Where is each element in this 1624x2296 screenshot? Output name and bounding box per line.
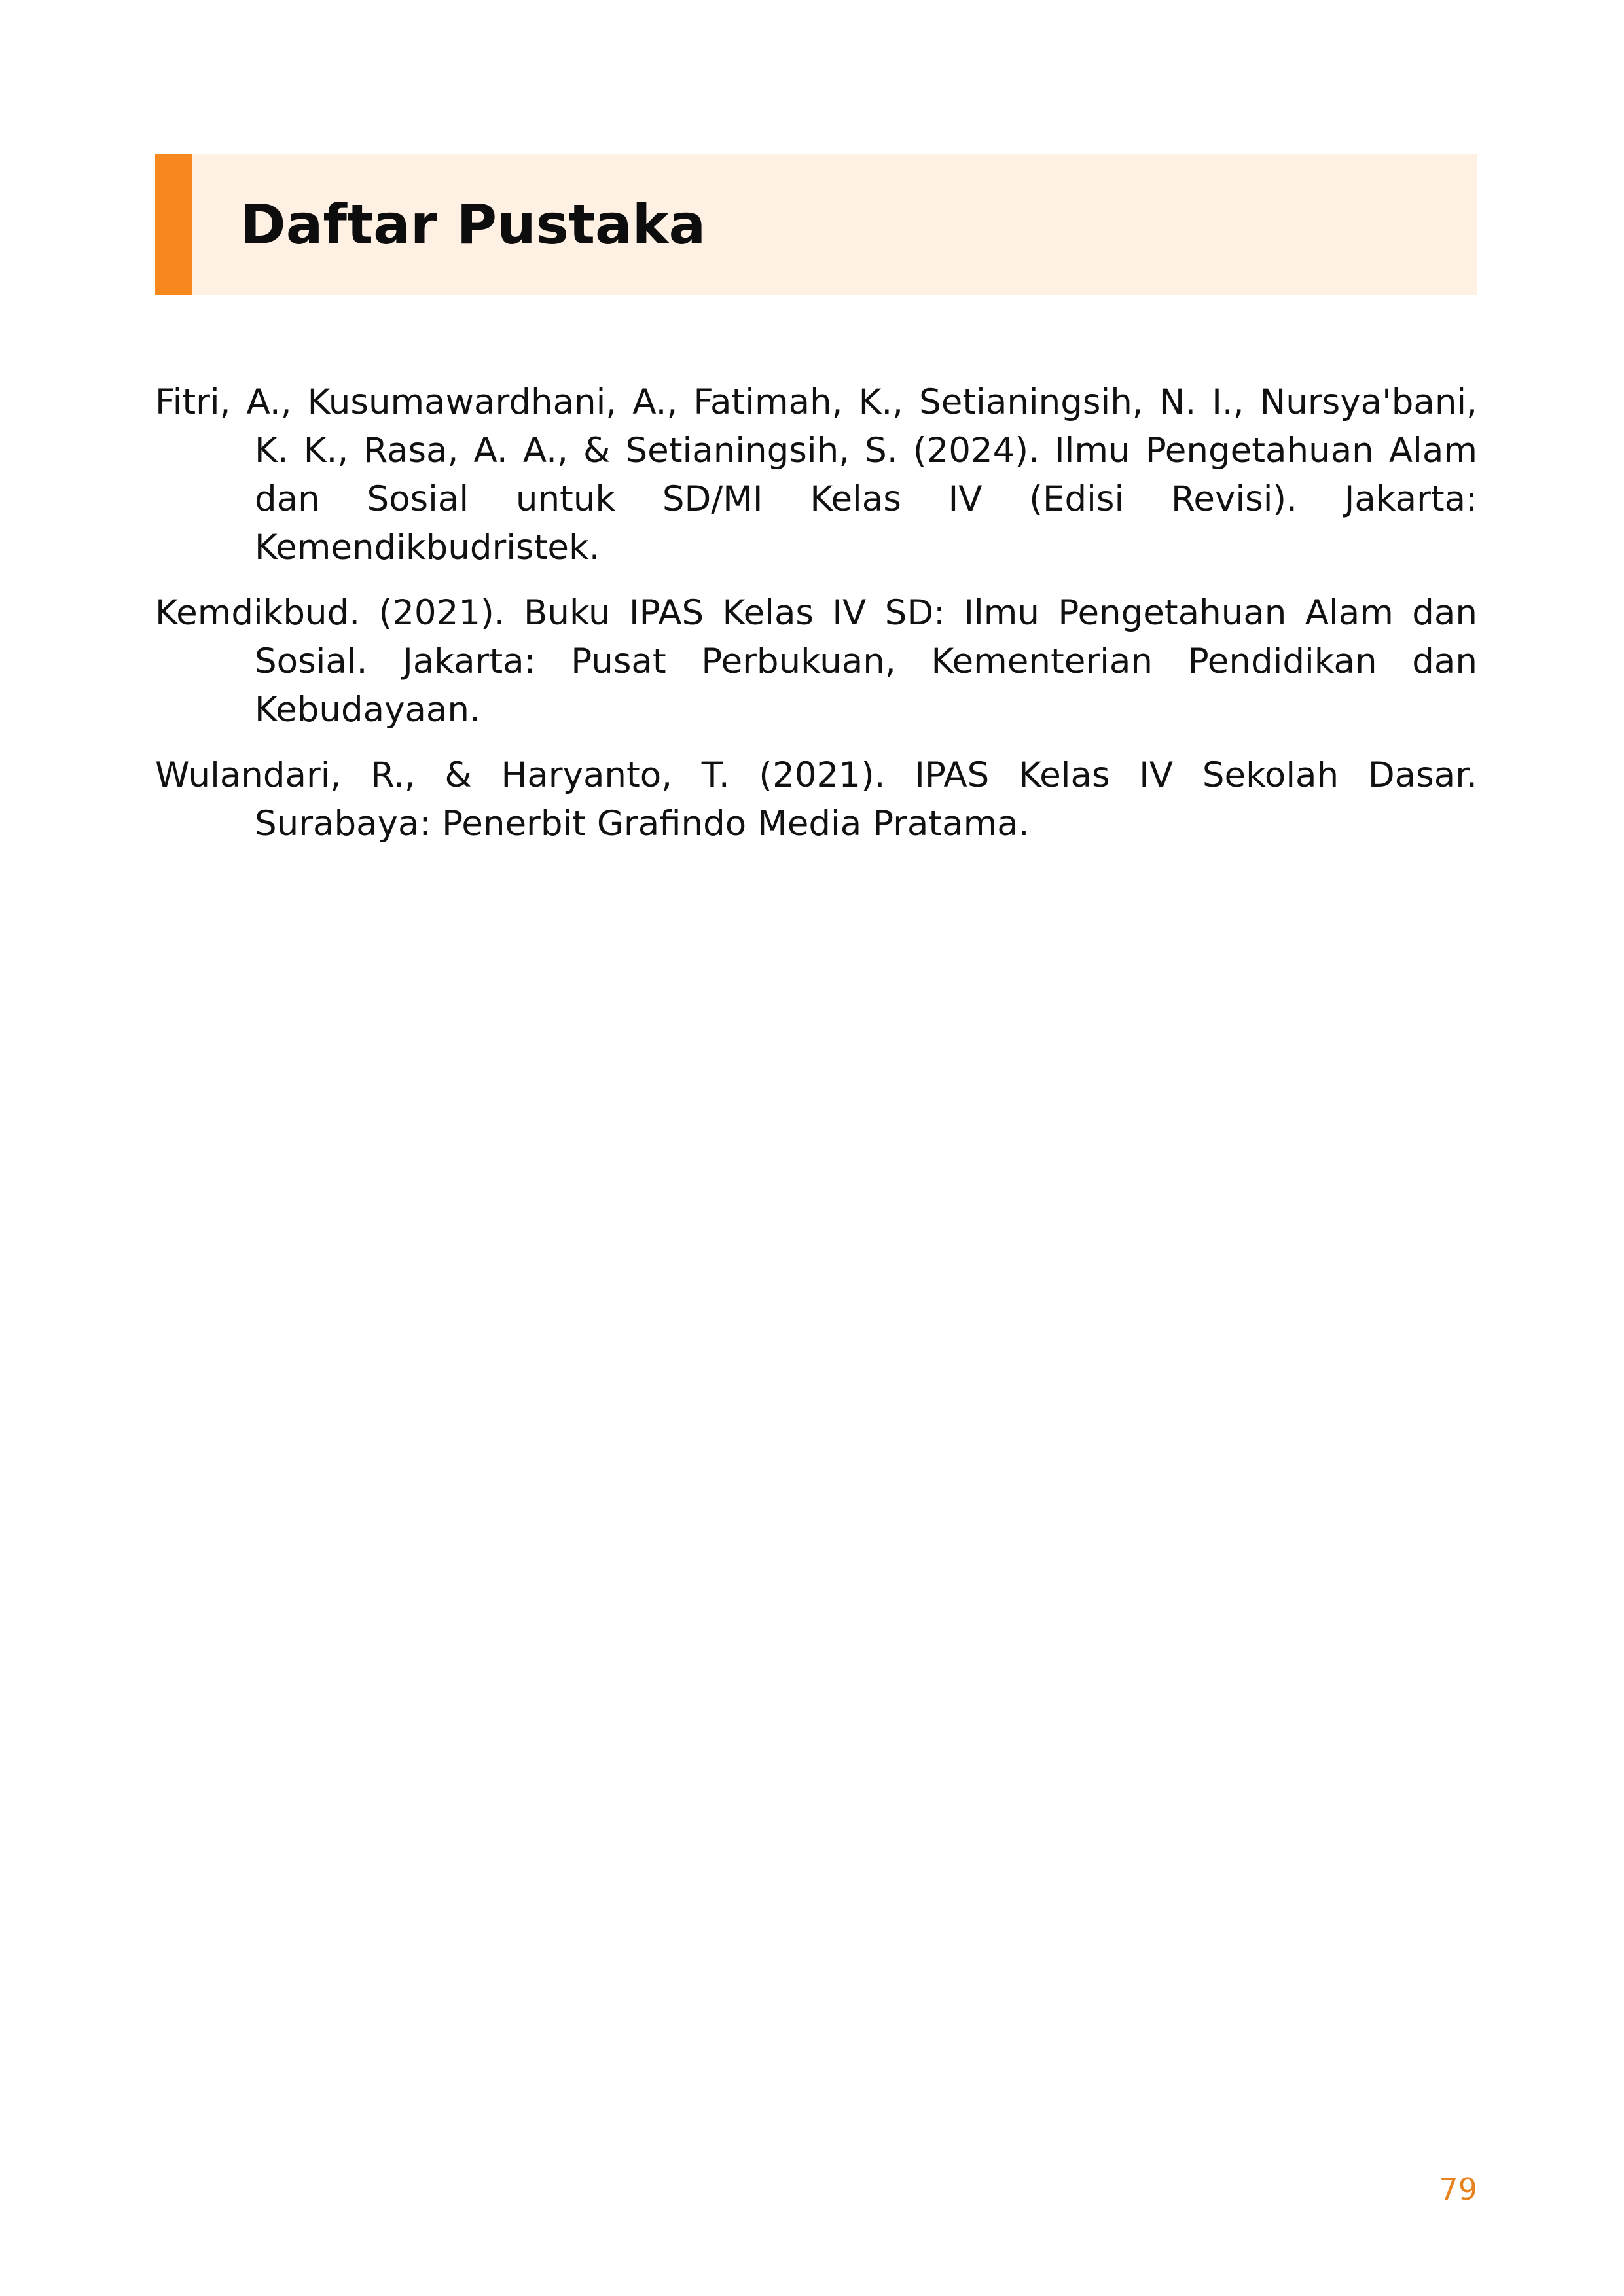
page-number: 79 [1439, 2172, 1477, 2207]
reference-entry: Kemdikbud. (2021). Buku IPAS Kelas IV SD: Ilmu Pengetahuan Alam dan Sosial. Jakarta: Pusat Perbukuan, Kementerian Pendidikan dan Kebudayaan. [155, 593, 1477, 730]
accent-bar [155, 154, 192, 295]
reference-entry: Wulandari, R., & Haryanto, T. (2021). IPAS Kelas IV Sekolah Dasar. Surabaya: Penerbit Grafindo Media Pratama. [155, 755, 1477, 844]
reference-entry: Fitri, A., Kusumawardhani, A., Fatimah, K., Setianingsih, N. I., Nursya'bani, K. K., Rasa, A. A., & Setianingsih, S. (2024). Ilmu Pengetahuan Alam dan Sosial untuk SD/MI Kelas IV (Edisi Revisi). Jakarta: Kemendikbudristek. [155, 382, 1477, 567]
page-title: Daftar Pustaka [240, 192, 706, 257]
section-header [155, 154, 1477, 295]
reference-list [155, 378, 1477, 865]
